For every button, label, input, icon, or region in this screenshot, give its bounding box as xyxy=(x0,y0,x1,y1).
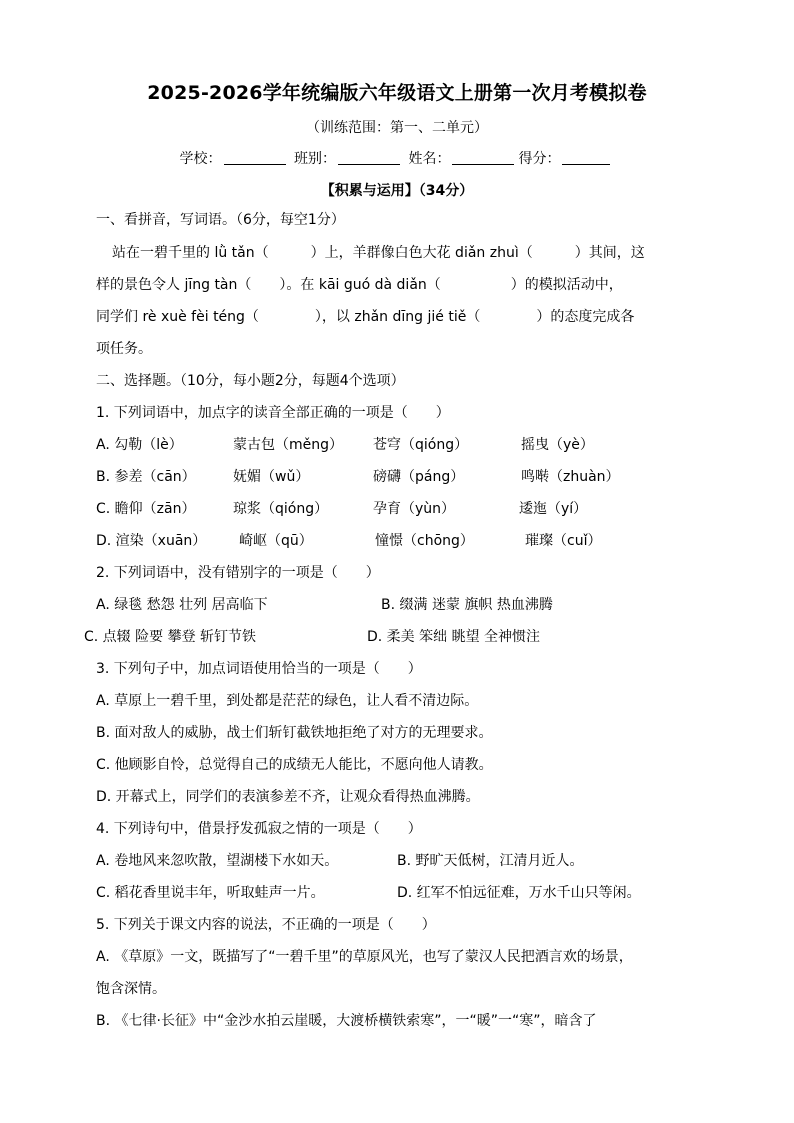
name-field[interactable] xyxy=(452,150,514,165)
item1-option-c1: C. 瞻仰（zān） xyxy=(96,501,196,517)
item5-option-a-line2: 饱含深情。 xyxy=(96,981,166,997)
item3-option-d: D. 开幕式上，同学们的表演参差不齐，让观众看得热血沸腾。 xyxy=(96,789,480,805)
name-label: 姓名： xyxy=(408,151,451,167)
item1-option-c3: 孕育（yùn） xyxy=(373,501,456,517)
item4-option-c: C. 稻花香里说丰年，听取蛙声一片。 xyxy=(96,885,325,901)
item3-option-c: C. 他顾影自怜，总觉得自己的成绩无人能比，不愿向他人请教。 xyxy=(96,757,493,773)
school-label: 学校： xyxy=(179,151,222,167)
school-field[interactable] xyxy=(224,150,286,165)
item1-option-c4: 逶迤（yí） xyxy=(519,501,588,517)
page-subtitle: （训练范围：第一、二单元） xyxy=(306,120,488,136)
item1-option-d4: 璀璨（cuǐ） xyxy=(525,533,602,549)
item3-option-b: B. 面对敌人的威胁，战士们斩钉截铁地拒绝了对方的无理要求。 xyxy=(96,725,493,741)
item1-option-b3: 磅礴（páng） xyxy=(373,469,465,485)
item1-option-a3: 苍穹（qióng） xyxy=(373,437,469,453)
item2-stem: 2. 下列词语中，没有错别字的一项是（ ） xyxy=(96,565,380,581)
q2-heading: 二、选择题。（10分，每小题2分，每题4个选项） xyxy=(96,373,405,389)
q1-line-3: 同学们 rè xuè fèi téng（ ），以 zhǎn dīng jié tiě（ ）的态度完成各 xyxy=(96,309,635,325)
item1-option-a1: A. 勾勒（lè） xyxy=(96,437,183,453)
item1-stem: 1. 下列词语中，加点字的读音全部正确的一项是（ ） xyxy=(96,405,450,421)
item2-option-c: C. 点辍 险要 攀登 斩钉节铁 xyxy=(84,629,257,645)
item3-option-a: A. 草原上一碧千里，到处都是茫茫的绿色，让人看不清边际。 xyxy=(96,693,479,709)
q1-line-2: 样的景色令人 jīng tàn（ ）。在 kāi guó dà diǎn（ ）的模拟活动中， xyxy=(96,277,623,293)
page-title: 2025-2026学年统编版六年级语文上册第一次月考模拟卷 xyxy=(147,82,647,104)
item4-option-d: D. 红军不怕远征难，万水千山只等闲。 xyxy=(397,885,641,901)
score-field[interactable] xyxy=(562,150,610,165)
item2-option-a: A. 绿毯 愁怨 壮列 居高临下 xyxy=(96,597,268,613)
class-field[interactable] xyxy=(338,150,400,165)
item1-option-b4: 鸣啭（zhuàn） xyxy=(521,469,620,485)
item1-option-d2: 崎岖（qū） xyxy=(239,533,313,549)
item1-option-a4: 摇曳（yè） xyxy=(521,437,594,453)
item1-option-d1: D. 渲染（xuān） xyxy=(96,533,207,549)
item2-option-b: B. 缀满 迷蒙 旗帜 热血沸腾 xyxy=(381,597,553,613)
item2-option-d: D. 柔美 笨绌 眺望 全神惯注 xyxy=(367,629,541,645)
item5-option-a-line1: A. 《草原》一文，既描写了“一碧千里”的草原风光，也写了蒙汉人民把酒言欢的场景， xyxy=(96,949,633,965)
item4-option-a: A. 卷地风来忽吹散，望湖楼下水如天。 xyxy=(96,853,339,869)
item1-option-b2: 妩媚（wǔ） xyxy=(233,469,310,485)
item4-option-b: B. 野旷天低树，江清月近人。 xyxy=(397,853,584,869)
item1-option-b1: B. 参差（cān） xyxy=(96,469,196,485)
section-heading: 【积累与运用】（34分） xyxy=(320,183,474,199)
item1-option-a2: 蒙古包（měng） xyxy=(233,437,344,453)
q1-heading: 一、看拼音，写词语。（6分，每空1分） xyxy=(96,212,345,228)
student-info-row xyxy=(0,148,794,168)
item4-stem: 4. 下列诗句中，借景抒发孤寂之情的一项是（ ） xyxy=(96,821,422,837)
item5-option-b-line1: B. 《七律·长征》中“金沙水拍云崖暖，大渡桥横铁索寒”，一“暖”一“寒”，暗含了 xyxy=(96,1013,597,1029)
q1-line-4: 项任务。 xyxy=(96,341,152,357)
class-label: 班别： xyxy=(294,151,336,167)
item3-stem: 3. 下列句子中，加点词语使用恰当的一项是（ ） xyxy=(96,661,422,677)
score-label: 得分： xyxy=(518,151,561,167)
item5-stem: 5. 下列关于课文内容的说法，不正确的一项是（ ） xyxy=(96,917,436,933)
q1-line-1: 站在一碧千里的 lǜ tǎn（ ）上，羊群像白色大花 diǎn zhuì（ ）其间，这 xyxy=(112,245,645,261)
item1-option-c2: 琼浆（qióng） xyxy=(233,501,329,517)
item1-option-d3: 憧憬（chōng） xyxy=(375,533,474,549)
